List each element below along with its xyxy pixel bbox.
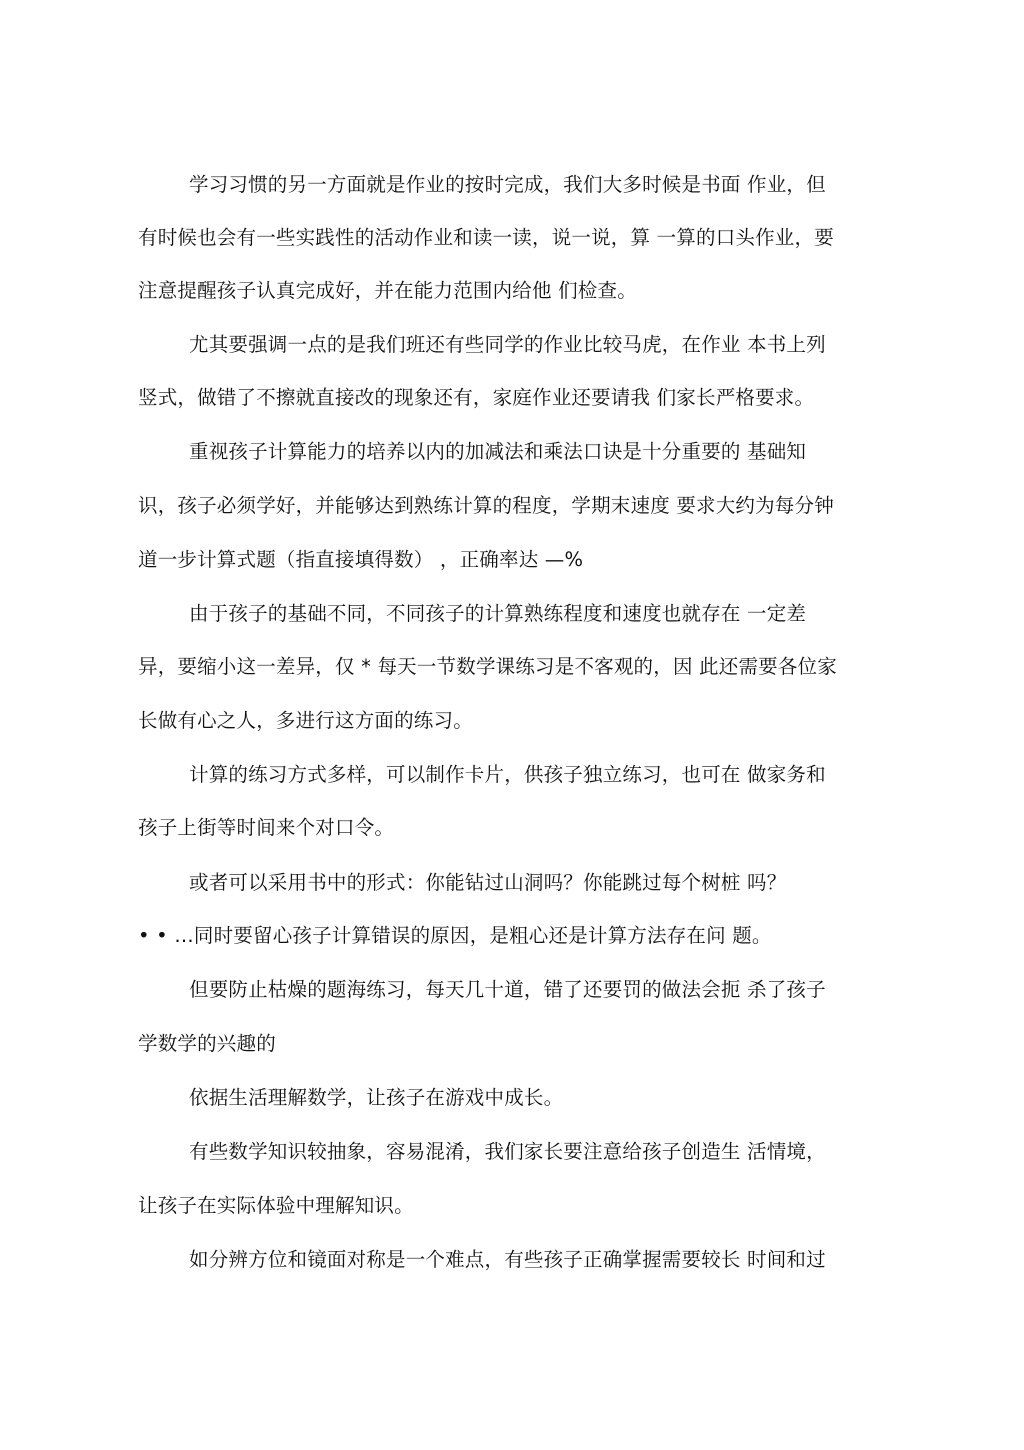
- text-line: 计算的练习方式多样，可以制作卡片，供孩子独立练习，也可在 做家务和: [189, 763, 826, 786]
- text-line: 学数学的兴趣的: [138, 1032, 276, 1055]
- text-line: 有时候也会有一些实践性的活动作业和读一读，说一说，算 一算的口头作业，要: [138, 226, 834, 249]
- text-line: 依据生活理解数学，让孩子在游戏中成长。: [189, 1086, 564, 1109]
- text-line: 但要防止枯燥的题海练习，每天几十道，错了还要罚的做法会扼 杀了孩子: [189, 978, 826, 1001]
- text-line: 重视孩子计算能力的培养以内的加减法和乘法口诀是十分重要的 基础知: [189, 440, 807, 463]
- text-line: 由于孩子的基础不同，不同孩子的计算熟练程度和速度也就存在 一定差: [189, 602, 807, 625]
- text-line: 竖式，做错了不擦就直接改的现象还有，家庭作业还要请我 们家长严格要求。: [138, 386, 815, 409]
- text-line: 注意提醒孩子认真完成好，并在能力范围内给他 们检查。: [138, 279, 637, 302]
- text-line: 长做有心之人，多进行这方面的练习。: [138, 709, 473, 732]
- text-line: 尤其要强调一点的是我们班还有些同学的作业比较马虎，在作业 本书上列: [189, 333, 826, 356]
- text-line: 学习习惯的另一方面就是作业的按时完成，我们大多时候是书面 作业，但: [189, 173, 826, 196]
- text-line: 异，要缩小这一差异，仅 * 每天一节数学课练习是不客观的，因 此还需要各位家: [138, 655, 837, 678]
- text-line: 道一步计算式题（指直接填得数） ，正确率达 —%: [138, 548, 584, 571]
- text-line: 识，孩子必须学好，并能够达到熟练计算的程度，学期末速度 要求大约为每分钟: [138, 494, 834, 517]
- text-line: 或者可以采用书中的形式：你能钻过山洞吗？你能跳过每个树桩 吗？: [189, 871, 787, 894]
- text-line: 让孩子在实际体验中理解知识。: [138, 1194, 414, 1217]
- text-line: 孩子上街等时间来个对口令。: [138, 816, 395, 839]
- text-line: • • …同时要留心孩子计算错误的原因，是粗心还是计算方法存在问 题。: [138, 924, 772, 947]
- text-line: 有些数学知识较抽象，容易混淆，我们家长要注意给孩子创造生 活情境，: [189, 1140, 826, 1163]
- text-line: 如分辨方位和镜面对称是一个难点，有些孩子正确掌握需要较长 时间和过: [189, 1248, 826, 1271]
